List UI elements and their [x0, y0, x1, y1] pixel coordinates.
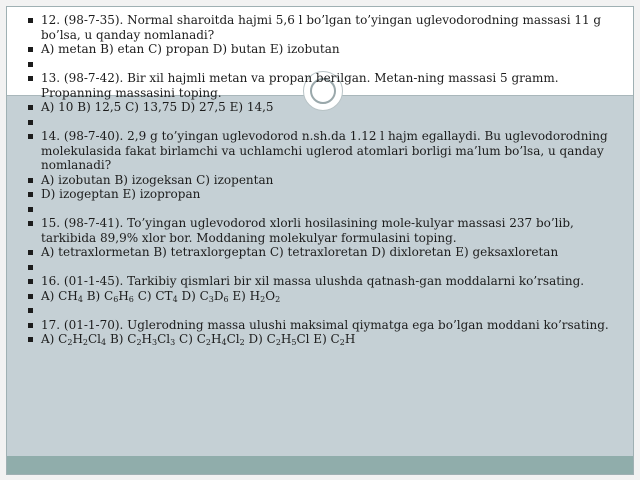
blank-line — [27, 303, 621, 318]
footer-band — [7, 456, 633, 474]
slide — [6, 6, 634, 475]
question-13-options: A) 10 B) 12,5 C) 13,75 D) 27,5 E) 14,5 — [27, 100, 621, 115]
question-14-options-row2: D) izogeptan E) izopropan — [27, 187, 621, 202]
blank-line — [27, 115, 621, 130]
question-17-text: 17. (01-1-70). Uglerodning massa ulushi maksimal qiymatga ega bo’lgan moddani ko’rsating. — [27, 318, 621, 333]
question-12-text: 12. (98-7-35). Normal sharoitda hajmi 5,6 l bo’lgan to’yingan uglevodorodning massasi 11 g bo’lsa, u qanday nomlanadi? — [27, 13, 621, 42]
question-13-text: 13. (98-7-42). Bir xil hajmli metan va propan berilgan. Metan-ning massasi 5 gramm. Propanning massasini toping. — [27, 71, 621, 100]
question-list — [27, 13, 621, 347]
blank-line — [27, 57, 621, 72]
question-14-options-row1: A) izobutan B) izogeksan C) izopentan — [27, 173, 621, 188]
question-15-options: A) tetraxlormetan B) tetraxlorgeptan C) tetraxloretan D) dixloretan E) geksaxloretan — [27, 245, 621, 260]
question-17-options: A) $C_2H_2Cl_4$ B) $C_2H_3Cl_3$ C) $C_2H_4Cl_2$ D) $C_2H_5Cl$ E) $C_2H$ — [27, 332, 621, 347]
question-15-text: 15. (98-7-41). To’yingan uglevodorod xlorli hosilasining mole-kulyar massasi 237 bo’lib, tarkibida 89,9% xlor bor. Moddaning molekulyar formulasini toping. — [27, 216, 621, 245]
blank-line — [27, 202, 621, 217]
question-12-options: A) metan B) etan C) propan D) butan E) izobutan — [27, 42, 621, 57]
blank-line — [27, 260, 621, 275]
question-16-options: A) $CH_4$ B) $C_6H_6$ C) $CT_4$ D) $C_3D_6$ E) $H_2O_2$ — [27, 289, 621, 304]
question-14-text: 14. (98-7-40). 2,9 g to’yingan uglevodorod n.sh.da 1.12 l hajm egallaydi. Bu uglevodorodning molekulasida fakat birlamchi va uchlamchi uglerod atomlari borligi ma’lum bo’lsa, u qanday nomlanadi? — [27, 129, 621, 173]
question-16-text: 16. (01-1-45). Tarkibiy qismlari bir xil massa ulushda qatnash-gan moddalarni ko’rsating. — [27, 274, 621, 289]
